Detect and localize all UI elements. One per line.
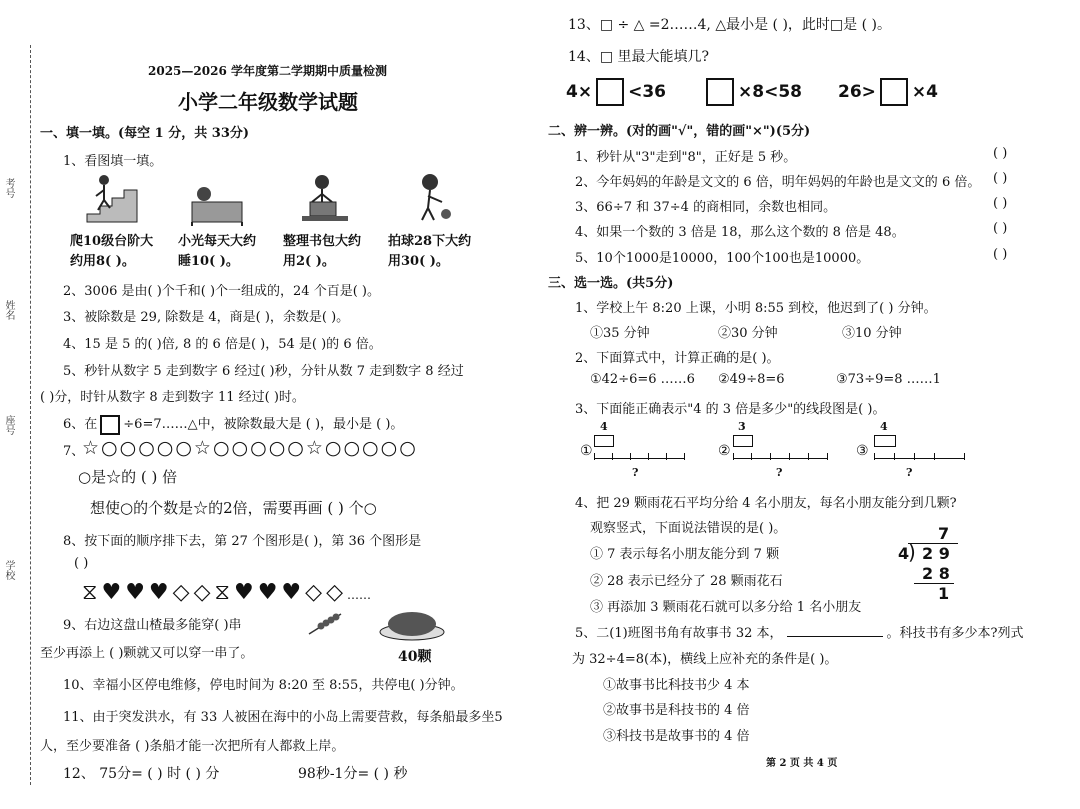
choice-4-option-1: ① 7 表示每名小朋友能分到 7 颗 (590, 547, 780, 562)
choice-1: 1、学校上午 8:20 上课，小明 8:55 到校，他迟到了( ) 分钟。 (575, 301, 937, 316)
diagram-line (874, 458, 964, 459)
choice-4-line2: 观察竖式，下面说法错误的是( )。 (590, 521, 787, 536)
page-number: 第 2 页 共 4 页 (766, 758, 838, 769)
diagram-tick (733, 453, 734, 460)
condition-blank (787, 636, 883, 637)
q14-expression-3-pre: 26> (838, 82, 876, 102)
choice-5-line2: 为 32÷4=8(本)，横线上应补充的条件是( )。 (572, 652, 838, 667)
question-2: 2、3006 是由( )个千和( )个一组成的，24 个百是( )。 (63, 284, 380, 299)
judge-item-4: 4、如果一个数的 3 倍是 18，那么这个数的 8 倍是 48。 (575, 225, 905, 240)
question-8-shape-sequence (82, 580, 375, 605)
choice-2-option-2: ②49÷8=6 (718, 372, 785, 387)
q14-expression-3-post: ×4 (911, 82, 938, 102)
choice-5-line1-end: 。科技书有多少本?列式 (886, 626, 1024, 641)
diamond-shape: ◇ (172, 580, 190, 605)
choice-2-option-1: ①42÷6=6 ……6 (590, 372, 695, 387)
question-8-blank: ( ) (74, 556, 89, 571)
choice-5-option-3: ③科技书是故事书的 4 倍 (603, 729, 750, 744)
question-8: 8、按下面的顺序排下去，第 27 个图形是( )，第 36 个图形是 (63, 534, 422, 549)
diagram-tick (630, 453, 631, 460)
heart-shape: ♥ (101, 580, 122, 605)
judge-answer-2: ( ) (993, 171, 1008, 186)
diagram-tick (894, 453, 895, 460)
diagram-top-value: 4 (600, 420, 608, 433)
plate-count-label: 40颗 (398, 649, 432, 665)
heart-shape: ♥ (125, 580, 145, 605)
choice-5-line1 (575, 622, 1023, 641)
binding-line (30, 45, 31, 785)
heart-shape: ♥ (148, 580, 169, 605)
q14-expression-3 (838, 78, 938, 106)
pic-caption-4-line1: 拍球28下大约 (388, 234, 472, 249)
judge-item-1: 1、秒针从"3"走到"8"，正好是 5 秒。 (575, 150, 797, 165)
question-13: 13、□ ÷ △ =2……4, △最小是 ( )，此时□是 ( )。 (568, 17, 891, 33)
diagram-line (733, 458, 827, 459)
haw-skewer-icon (305, 610, 345, 638)
judge-item-5: 5、10个1000是10000，100个100也是10000。 (575, 251, 870, 266)
choice-1-option-3: ③10 分钟 (842, 326, 902, 341)
question-7-part-a: ○是☆的 ( ) 倍 (78, 468, 178, 486)
choice-4-line1: 4、把 29 颗雨花石平均分给 4 名小朋友，每名小朋友能分到几颗? (575, 496, 957, 511)
diagram-tick (648, 453, 649, 460)
choice-5-line1-start: 5、二(1)班图书角有故事书 32 本， (575, 626, 783, 641)
question-10: 10、幸福小区停电维修，停电时间为 8:20 至 8:55，共停电( )分钟。 (63, 678, 464, 693)
heart-shape: ♥ (233, 580, 254, 605)
diagram-question-mark: ? (776, 466, 783, 479)
diagram-tick (827, 453, 828, 460)
sleeping-boy-illustration (188, 180, 248, 228)
diagram-tick (914, 453, 915, 460)
bouncing-ball-illustration (408, 172, 463, 227)
diagram-question-mark: ? (906, 466, 913, 479)
choice-4-option-3: ③ 再添加 3 颗雨花石就可以多分给 1 名小朋友 (590, 600, 862, 615)
hourglass-shape: ⧖ (82, 580, 98, 605)
diagram-unit-box (594, 435, 614, 447)
exam-title: 2025—2026 学年度第二学期期中质量检测 (148, 64, 387, 78)
question-12-part-b: 98秒-1分= ( ) 秒 (298, 766, 408, 782)
division-bracket: ) (908, 540, 916, 564)
diamond-shape: ◇ (305, 580, 323, 605)
division-dividend: 2 9 (922, 544, 950, 563)
heart-shape: ♥ (257, 580, 278, 605)
diagram-top-value: 3 (738, 420, 746, 433)
question-9-line2: 至少再添上 ( )颗就又可以穿一串了。 (40, 646, 254, 661)
diagram-tick (964, 453, 965, 460)
diagram-unit-box (874, 435, 896, 447)
question-12-part-a: 12、 75分= ( ) 时 ( ) 分 (63, 766, 220, 782)
choice-1-option-2: ②30 分钟 (718, 326, 778, 341)
pic-caption-4-line2: 用30( )。 (388, 254, 449, 269)
packing-bag-illustration (300, 172, 355, 227)
choice-2-option-3: ③73÷9=8 ……1 (836, 372, 941, 387)
diagram-tick (594, 453, 595, 460)
judge-answer-1: ( ) (993, 146, 1008, 161)
diagram-label: ② (718, 443, 731, 459)
diagram-tick (789, 453, 790, 460)
diagram-tick (770, 453, 771, 460)
pic-caption-1-line2: 约用8( )。 (70, 254, 135, 269)
division-remainder: 1 (938, 584, 950, 603)
binding-label: 学校 (3, 560, 14, 580)
diagram-tick (808, 453, 809, 460)
question-14: 14、□ 里最大能填几? (568, 49, 709, 65)
diagram-tick (751, 453, 752, 460)
section-1-heading: 一、填一填。(每空 1 分，共 33分) (40, 126, 250, 141)
question-11-line2: 人，至少要准备 ( )条船才能一次把所有人都救上岸。 (40, 739, 345, 754)
question-7-part-b: 想使○的个数是☆的2倍，需要再画 ( ) 个○ (90, 499, 377, 517)
diagram-tick (666, 453, 667, 460)
q14-expression-1-pre: 4× (566, 82, 593, 102)
diamond-shape: ◇ (193, 580, 211, 605)
heart-shape: ♥ (281, 580, 302, 605)
diagram-label: ③ (856, 443, 869, 459)
hourglass-shape: ⧖ (214, 580, 230, 605)
diagram-tick (612, 453, 613, 460)
question-6-prefix: 6、在 (63, 417, 98, 432)
diamond-shape: ◇ (326, 580, 343, 605)
diagram-top-value: 4 (880, 420, 888, 433)
choice-5-option-2: ②故事书是科技书的 4 倍 (603, 703, 750, 718)
question-5-line1: 5、秒针从数字 5 走到数字 6 经过( )秒，分针从数 7 走到数字 8 经过 (63, 364, 464, 379)
question-4: 4、15 是 5 的( )倍, 8 的 6 倍是( )，54 是( )的 6 倍。 (63, 337, 382, 352)
pic-caption-2-line1: 小光每天大约 (178, 234, 257, 249)
choice-3: 3、下面能正确表示"4 的 3 倍是多少"的线段图是( )。 (575, 402, 886, 417)
question-1: 1、看图填一填。 (63, 154, 163, 169)
question-5-line2: ( )分，时针从数字 8 走到数字 11 经过( )时。 (40, 390, 305, 405)
choice-2: 2、下面算式中，计算正确的是( )。 (575, 351, 780, 366)
choice-1-option-1: ①35 分钟 (590, 326, 650, 341)
q14-expression-2 (702, 78, 802, 106)
diagram-tick (934, 453, 935, 460)
division-quotient: 7 (938, 524, 950, 543)
diagram-line (594, 458, 684, 459)
division-product: 2 8 (922, 564, 950, 583)
judge-item-3: 3、66÷7 和 37÷4 的商相同，余数也相同。 (575, 200, 837, 215)
answer-box (880, 78, 908, 106)
diagram-tick (874, 453, 875, 460)
section-3-heading: 三、选一选。(共5分) (548, 276, 674, 291)
main-title: 小学二年级数学试题 (178, 90, 358, 114)
choice-4-option-2: ② 28 表示已经分了 28 颗雨花石 (590, 574, 783, 589)
diagram-label: ① (580, 443, 593, 459)
judge-answer-3: ( ) (993, 196, 1008, 211)
question-9-line1: 9、右边这盘山楂最多能穿( )串 (63, 618, 242, 633)
judge-answer-5: ( ) (993, 247, 1008, 262)
answer-box (596, 78, 624, 106)
question-11-line1: 11、由于突发洪水，有 33 人被困在海中的小岛上需要营救，每条船最多坐5 (63, 710, 503, 725)
stairs-climb-illustration (82, 172, 142, 227)
ellipsis: …… (347, 588, 371, 602)
pic-caption-3-line1: 整理书包大约 (283, 234, 362, 249)
judge-item-2: 2、今年妈妈的年龄是文文的 6 倍，明年妈妈的年龄也是文文的 6 倍。 (575, 175, 981, 190)
division-divisor: 4 (898, 544, 910, 563)
plate-of-haws-illustration (378, 606, 446, 642)
choice-5-option-1: ①故事书比科技书少 4 本 (603, 678, 750, 693)
q14-expression-1-post: <36 (628, 82, 666, 102)
answer-box (100, 415, 120, 435)
section-2-heading: 二、辨一辨。(对的画"√"，错的画"×")(5分) (548, 124, 811, 139)
binding-label: 姓名 (3, 300, 14, 320)
q14-expression-1 (566, 78, 666, 106)
diagram-tick (684, 453, 685, 460)
pic-caption-1-line1: 爬10级台阶大 (70, 234, 154, 249)
diagram-question-mark: ? (632, 466, 639, 479)
question-6-suffix: ÷6=7……△中，被除数最大是 ( )，最小是 ( )。 (123, 417, 404, 432)
judge-answer-4: ( ) (993, 221, 1008, 236)
question-7-sequence: ☆○○○○○☆○○○○○☆○○○○○ (82, 437, 418, 459)
pic-caption-2-line2: 睡10( )。 (178, 254, 239, 269)
answer-box (706, 78, 734, 106)
question-3: 3、被除数是 29, 除数是 4，商是( )，余数是( )。 (63, 310, 350, 325)
pic-caption-3-line2: 用2( )。 (283, 254, 335, 269)
binding-label: 考号 (3, 178, 14, 198)
question-6 (63, 413, 403, 435)
binding-label: 座号 (3, 415, 14, 435)
q14-expression-2-post: ×8<58 (738, 82, 802, 102)
diagram-unit-box (733, 435, 753, 447)
question-7-number: 7、 (63, 444, 85, 459)
